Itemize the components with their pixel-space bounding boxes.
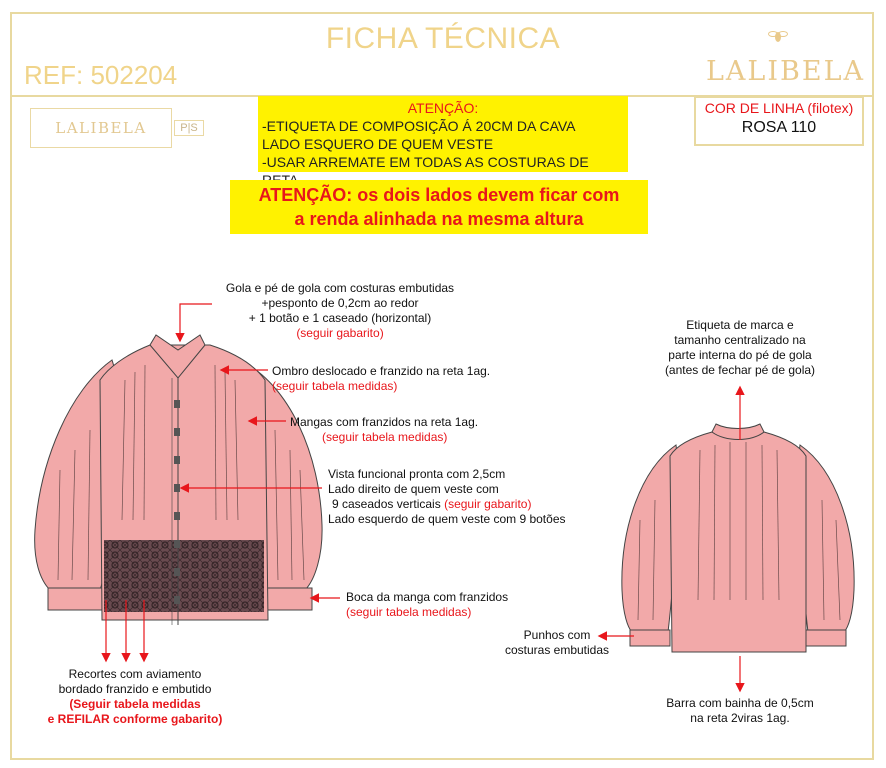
- note-line: Mangas com franzidos na reta 1ag.: [290, 415, 479, 429]
- note-line: Gola e pé de gola com costuras embutidas: [225, 281, 455, 295]
- sleeves-note: [290, 415, 530, 445]
- cuff-opening-note: [346, 590, 546, 620]
- note-text: 9 caseados verticais: [332, 497, 441, 511]
- back-shirt: [622, 424, 854, 652]
- note-line: Lado direito de quem veste com: [328, 482, 499, 496]
- thread-color-label: COR DE LINHA (filotex): [704, 100, 854, 116]
- note-reference: (seguir tabela medidas): [346, 605, 472, 619]
- note-line: costuras embutidas: [504, 643, 610, 657]
- attention-banner-line: ATENÇÃO: os dois lados devem ficar com: [258, 185, 620, 205]
- front-left-cuff: [48, 588, 104, 610]
- attention-line: LADO ESQUERO DE QUEM VESTE: [262, 136, 494, 152]
- brand-label-note: [640, 318, 840, 378]
- cuffs-note: [492, 628, 622, 658]
- size-label-box: P|S: [174, 120, 204, 136]
- note-reference: (seguir tabela medidas): [272, 379, 398, 393]
- front-lace-band: [104, 540, 264, 612]
- shoulder-note: [272, 364, 532, 394]
- note-line: bordado franzido e embutido: [58, 682, 212, 696]
- note-line: parte interna do pé de gola: [668, 348, 812, 362]
- note-reference: (Seguir tabela medidas: [69, 697, 201, 711]
- note-line: Barra com bainha de 0,5cm: [666, 696, 814, 710]
- reference-code: REF: 502204: [24, 60, 178, 90]
- note-line: tamanho centralizado na: [674, 333, 806, 347]
- thread-color-value: ROSA 110: [741, 119, 817, 136]
- note-line: [328, 497, 608, 512]
- note-line: + 1 botão e 1 caseado (horizontal): [248, 311, 432, 325]
- note-line: +pesponto de 0,2cm ao redor: [261, 296, 419, 310]
- cuts-note: [20, 667, 250, 727]
- note-line: Vista funcional pronta com 2,5cm: [328, 467, 506, 481]
- attention-line: -ETIQUETA DE COMPOSIÇÃO Á 20CM DA CAVA: [262, 118, 576, 134]
- note-line: na reta 2viras 1ag.: [690, 711, 790, 725]
- note-reference: (seguir tabela medidas): [322, 430, 448, 444]
- note-line: Lado esquerdo de quem veste com 9 botões: [328, 512, 566, 526]
- attention-banner-line: a renda alinhada na mesma altura: [294, 209, 584, 229]
- note-line: (antes de fechar pé de gola): [664, 363, 816, 377]
- attention-heading: ATENÇÃO:: [407, 100, 479, 116]
- back-body: [670, 432, 806, 652]
- brand-logo: LALIBELA: [706, 56, 866, 87]
- note-line: Punhos com: [523, 628, 591, 642]
- note-reference: (seguir gabarito): [444, 497, 532, 511]
- note-reference: (seguir gabarito): [296, 326, 384, 340]
- brand-label-box: LALIBELA: [30, 108, 172, 148]
- back-right-cuff: [806, 630, 846, 646]
- note-line: Ombro deslocado e franzido na reta 1ag.: [272, 364, 491, 378]
- note-line: Recortes com aviamento: [68, 667, 202, 681]
- back-left-cuff: [630, 630, 670, 646]
- collar-note: [200, 281, 480, 341]
- note-line: Boca da manga com franzidos: [346, 590, 509, 604]
- placket-note: [328, 467, 608, 527]
- note-line: Etiqueta de marca e: [686, 318, 794, 332]
- hem-note: [640, 696, 840, 726]
- attention-line: -USAR ARREMATE EM TODAS AS COSTURAS DE: [262, 154, 589, 170]
- note-reference: e REFILAR conforme gabarito): [47, 712, 223, 726]
- page-title: FICHA TÉCNICA: [325, 22, 561, 55]
